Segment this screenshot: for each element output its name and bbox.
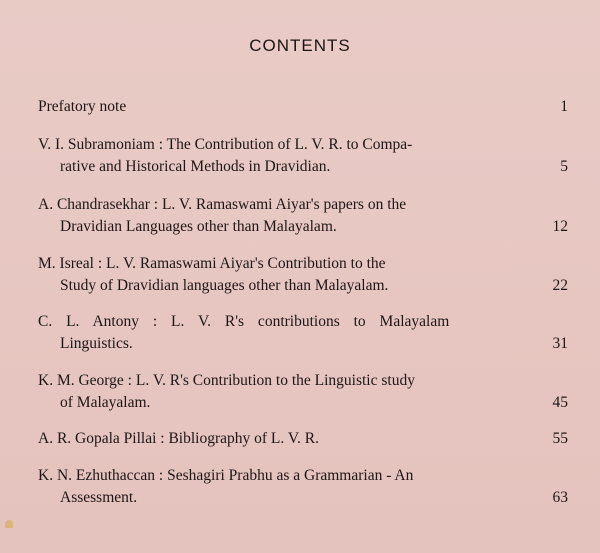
entry-author: M. Isreal :: [38, 255, 103, 272]
entry-author: K. N. Ezhuthaccan :: [38, 467, 164, 484]
entry-first-line: [38, 311, 568, 333]
toc-entry-chandrasekhar: [38, 194, 568, 238]
entry-title-continuation: rative and Historical Methods in Dravidian.: [60, 158, 331, 175]
entry-first-line: [38, 428, 568, 450]
entry-author: A. R. Gopala Pillai :: [38, 430, 165, 447]
entry-title-line: L. V. R's contributions to Malayalam: [171, 313, 450, 330]
page-number: 1: [560, 98, 568, 115]
page-number: 45: [552, 394, 568, 411]
entry-title-line: L. V. R's Contribution to the Linguistic study: [135, 372, 415, 389]
entry-title-line: Seshagiri Prabhu as a Grammarian - An: [167, 467, 414, 484]
toc-entry-gopala-pillai: [38, 428, 568, 450]
page-title: CONTENTS: [249, 36, 351, 55]
entry-title-line: The Contribution of L. V. R. to Compa-: [166, 136, 413, 153]
toc-entry-subramoniam: [38, 134, 568, 178]
entry-author: V. I. Subramoniam :: [38, 136, 163, 153]
page-number: 63: [552, 489, 568, 506]
corner-mark-icon: [5, 520, 13, 528]
entry-title-line: L. V. Ramaswami Aiyar's papers on the: [161, 196, 407, 213]
toc-entry-isreal: [38, 253, 568, 297]
entry-first-line: [38, 465, 568, 487]
entry-title-continuation: Assessment.: [60, 489, 138, 506]
entry-title-continuation: Dravidian Languages other than Malayalam.: [60, 218, 337, 235]
entry-title-continuation: Linguistics.: [60, 335, 133, 352]
entry-title-continuation: of Malayalam.: [60, 394, 151, 411]
entry-author: A. Chandrasekhar :: [38, 196, 159, 213]
entry-first-line: [38, 194, 568, 216]
entry-first-line: [38, 370, 568, 392]
entry-title-line: Prefatory note: [38, 98, 127, 115]
toc-entry-prefatory-note: [38, 96, 568, 118]
entry-first-line: [38, 253, 568, 275]
page-number: 55: [552, 430, 568, 447]
page-number: 12: [552, 218, 568, 235]
entry-author: C. L. Antony :: [38, 313, 158, 330]
toc-entry-antony: [38, 311, 568, 355]
page-number: 5: [560, 158, 568, 175]
entry-title-line: L. V. Ramaswami Aiyar's Contribution to the: [106, 255, 386, 272]
entry-title-line: Bibliography of L. V. R.: [168, 430, 320, 447]
page-number: 22: [552, 277, 568, 294]
entry-title-continuation: Study of Dravidian languages other than Malayalam.: [60, 277, 389, 294]
toc-entry-george: [38, 370, 568, 414]
entry-first-line: [38, 134, 530, 156]
toc-entry-ezhuthaccan: [38, 465, 568, 509]
page-number: 31: [552, 335, 568, 352]
entry-author: K. M. George :: [38, 372, 132, 389]
